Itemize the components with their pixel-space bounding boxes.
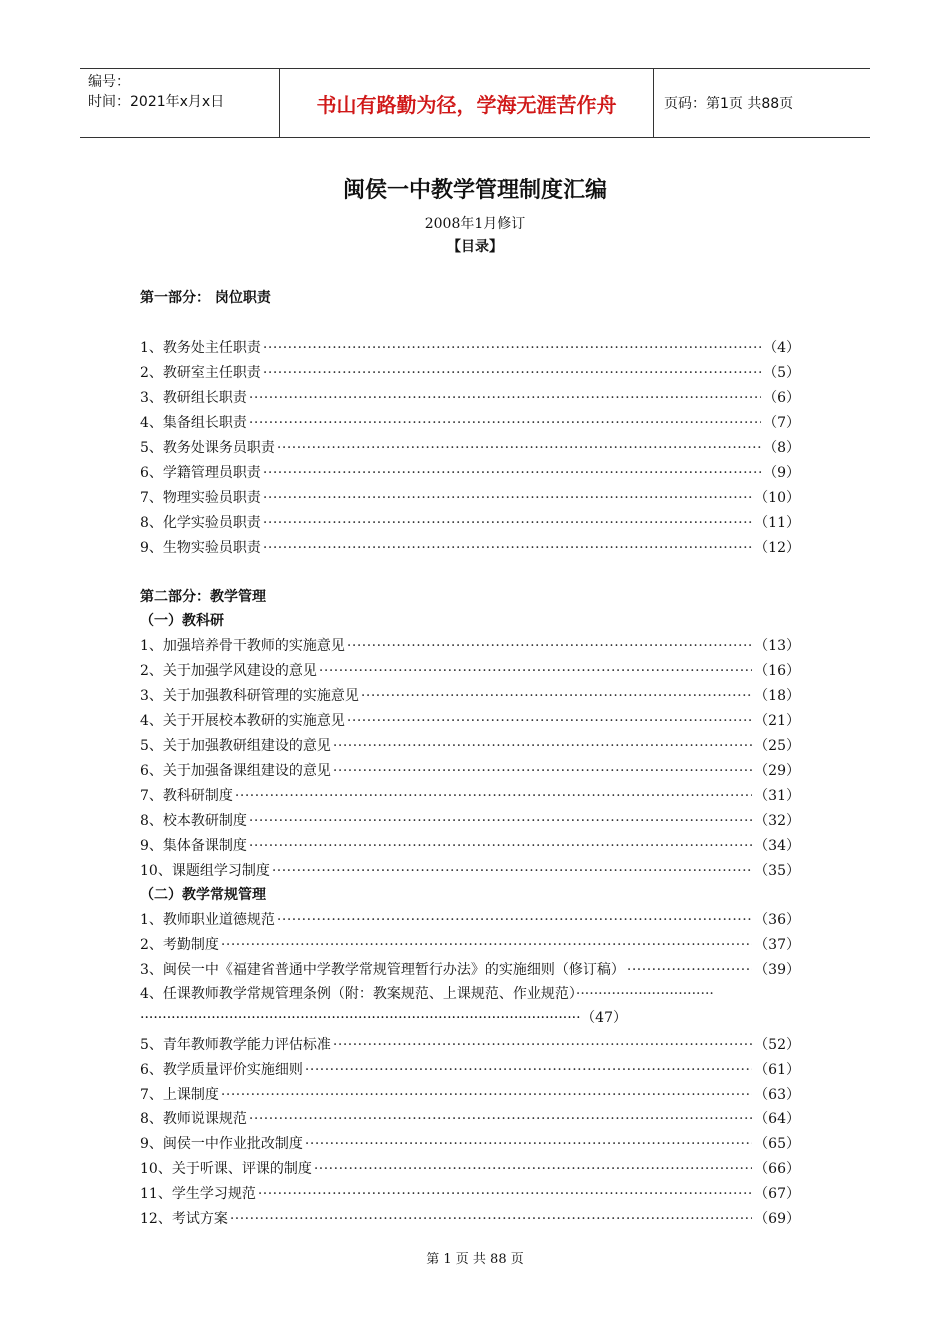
toc-item-page: （37）	[754, 937, 800, 953]
toc-item[interactable]	[140, 1034, 800, 1056]
toc-item[interactable]	[140, 785, 800, 807]
toc-item-page: （5）	[763, 365, 800, 381]
toc-item-label: 1、加强培养骨干教师的实施意见	[140, 638, 345, 654]
toc-item-label: 7、教科研制度	[140, 788, 233, 804]
toc-item-page: （36）	[754, 912, 800, 928]
toc-leader-dots	[333, 763, 752, 779]
toc-item[interactable]	[140, 934, 800, 956]
toc-item-page: （10）	[754, 490, 800, 506]
toc-item[interactable]	[140, 412, 800, 434]
toc-leader-dots	[221, 1087, 752, 1103]
toc-item-page: （63）	[754, 1086, 800, 1103]
toc-leader-dots	[249, 838, 752, 854]
toc-item-label: 9、闽侯一中作业批改制度	[140, 1136, 303, 1153]
toc-item-page: （67）	[754, 1185, 800, 1202]
toc-leader-dots	[263, 340, 761, 356]
toc-item-page: （29）	[754, 763, 800, 779]
toc-leader-dots	[235, 788, 752, 804]
toc-leader-dots	[263, 540, 752, 556]
toc-leader-dots	[272, 863, 752, 879]
toc-item[interactable]	[140, 685, 800, 707]
toc-item-page: （25）	[754, 738, 800, 754]
header-meta	[80, 69, 280, 137]
toc-item-label: 4、任课教师教学常规管理条例（附：教案规范、上课规范、作业规范）	[140, 986, 576, 1002]
toc-leader-dots	[347, 638, 752, 654]
header-date: 时间：2021年x月x日	[88, 94, 225, 110]
toc-item-label: 7、上课制度	[140, 1086, 219, 1103]
toc-item-page: （32）	[754, 813, 800, 829]
toc-item-label: 2、关于加强学风建设的意见	[140, 663, 317, 679]
toc-item[interactable]	[140, 710, 800, 732]
toc-item-page: （47）	[581, 1010, 627, 1026]
toc-item-page: （39）	[754, 962, 800, 978]
toc-leader-dots	[305, 1062, 752, 1078]
toc-label: 【目录】	[447, 239, 503, 255]
toc-leader-dots	[361, 688, 752, 704]
toc-item-page: （31）	[754, 788, 800, 804]
toc-leader-dots	[258, 1186, 752, 1202]
toc-leader-dots	[305, 1136, 752, 1152]
toc-item-label: 2、教研室主任职责	[140, 365, 261, 381]
toc-item-label: 5、青年教师教学能力评估标准	[140, 1037, 331, 1053]
toc-item[interactable]	[140, 1133, 800, 1155]
toc-item-label: 6、学籍管理员职责	[140, 465, 261, 481]
toc-item-page: （52）	[754, 1037, 800, 1053]
toc-leader-dots	[221, 937, 752, 953]
toc-item[interactable]	[140, 635, 800, 657]
toc-item-label: 5、关于加强教研组建设的意见	[140, 738, 331, 754]
toc-item-label: 6、关于加强备课组建设的意见	[140, 763, 331, 779]
toc-item-label: 9、集体备课制度	[140, 838, 247, 854]
toc-item-label: 4、关于开展校本教研的实施意见	[140, 713, 345, 729]
toc-item-label: 3、关于加强教科研管理的实施意见	[140, 688, 359, 704]
toc-item[interactable]	[140, 760, 800, 782]
toc-item-label: 10、关于听课、评课的制度	[140, 1161, 312, 1177]
toc-item-page: （18）	[754, 688, 800, 704]
toc-leader-dots	[277, 912, 752, 928]
toc-item[interactable]	[140, 387, 800, 409]
toc-item-page: （34）	[754, 838, 800, 854]
toc-item[interactable]	[140, 487, 800, 509]
part2-sub2-heading: （二）教学常规管理	[140, 887, 266, 903]
toc-item-label: 11、学生学习规范	[140, 1185, 256, 1202]
toc-item-label: 4、集备组长职责	[140, 415, 247, 431]
toc-item-page: （61）	[754, 1061, 800, 1078]
toc-item-label: 3、教研组长职责	[140, 390, 247, 406]
toc-item[interactable]	[140, 1108, 800, 1130]
header-motto: 书山有路勤为径，学海无涯苦作舟	[280, 69, 654, 137]
toc-item[interactable]	[140, 437, 800, 459]
toc-item-label: 3、闽侯一中《福建省普通中学教学常规管理暂行办法》的实施细则（修订稿）	[140, 962, 625, 978]
toc-leader-dots	[249, 415, 761, 431]
toc-leader-dots	[333, 1037, 752, 1053]
toc-leader-dots	[140, 1006, 581, 1030]
toc-item[interactable]	[140, 1183, 800, 1205]
toc-item-page: （35）	[754, 863, 800, 879]
toc-leader-dots	[263, 515, 752, 531]
toc-item-label: 1、教务处主任职责	[140, 340, 261, 356]
toc-item[interactable]	[140, 860, 800, 882]
toc-item[interactable]	[140, 337, 800, 359]
toc-leader-dots	[249, 1111, 752, 1127]
toc-item-label: 1、教师职业道德规范	[140, 912, 275, 928]
toc-leader-dots	[333, 738, 752, 754]
page-footer: 第 1 页 共 88 页	[426, 1252, 524, 1267]
toc-item-page: （65）	[754, 1136, 800, 1153]
toc-leader-dots	[263, 465, 761, 481]
toc-item-label: 8、教师说课规范	[140, 1111, 247, 1128]
toc-item[interactable]	[140, 735, 800, 757]
toc-item[interactable]	[140, 462, 800, 484]
toc-leader-dots	[627, 962, 752, 978]
part2-sub1-heading: （一）教科研	[140, 613, 224, 629]
toc-item-label: 8、校本教研制度	[140, 813, 247, 829]
toc-item-page: （6）	[763, 390, 800, 406]
document-title: 闽侯一中教学管理制度汇编	[342, 178, 607, 203]
toc-item[interactable]	[140, 959, 800, 981]
toc-item[interactable]	[140, 909, 800, 931]
toc-item-label: 5、教务处课务员职责	[140, 440, 275, 456]
toc-item[interactable]	[140, 1208, 800, 1230]
toc-item[interactable]	[140, 362, 800, 384]
toc-leader-dots	[263, 490, 752, 506]
toc-item[interactable]	[140, 660, 800, 682]
toc-item-page: （69）	[754, 1210, 800, 1227]
toc-item-label: 8、化学实验员职责	[140, 515, 261, 531]
toc-item-page: （8）	[763, 440, 800, 456]
toc-item[interactable]	[140, 1084, 800, 1106]
toc-leader-dots	[319, 663, 752, 679]
header-number: 编号：	[88, 74, 130, 90]
header-page-info: 页码：第1页 共88页	[664, 96, 794, 112]
toc-item-label: 10、课题组学习制度	[140, 863, 270, 879]
toc-item-label: 12、考试方案	[140, 1210, 228, 1227]
toc-leader-dots	[277, 440, 761, 456]
toc-item-label: 6、教学质量评价实施细则	[140, 1061, 303, 1078]
toc-item-page: （16）	[754, 663, 800, 679]
document-subtitle: 2008年1月修订	[424, 216, 526, 232]
toc-item-page: （7）	[763, 415, 800, 431]
toc-item-page: （66）	[754, 1161, 800, 1177]
toc-item-label: 7、物理实验员职责	[140, 490, 261, 506]
toc-item-label: 2、考勤制度	[140, 937, 219, 953]
toc-item-page: （4）	[763, 340, 800, 356]
toc-leader-dots	[230, 1211, 752, 1227]
toc-item[interactable]	[140, 1158, 800, 1180]
toc-item-page: （9）	[763, 465, 800, 481]
page-header	[80, 68, 870, 138]
part1-heading: 第一部分： 岗位职责	[140, 290, 271, 306]
toc-leader-dots	[249, 390, 761, 406]
toc-item[interactable]	[140, 1059, 800, 1081]
toc-item[interactable]	[140, 537, 800, 559]
toc-item[interactable]	[140, 810, 800, 832]
toc-leader-dots	[249, 813, 752, 829]
toc-item-page: （11）	[754, 515, 800, 531]
toc-item-page: （13）	[754, 638, 800, 654]
toc-item-page: （64）	[754, 1111, 800, 1128]
toc-leader-dots	[263, 365, 761, 381]
part2-heading: 第二部分：教学管理	[140, 589, 266, 605]
toc-leader-dots	[347, 713, 752, 729]
toc-item-4[interactable]: 4、任课教师教学常规管理条例（附：教案规范、上课规范、作业规范）······························· ····· （47）	[140, 982, 810, 1030]
toc-item-page: （21）	[754, 713, 800, 729]
toc-item[interactable]	[140, 512, 800, 534]
toc-item[interactable]	[140, 835, 800, 857]
toc-item-label: 9、生物实验员职责	[140, 540, 261, 556]
toc-leader-dots	[314, 1161, 752, 1177]
toc-item-page: （12）	[754, 540, 800, 556]
